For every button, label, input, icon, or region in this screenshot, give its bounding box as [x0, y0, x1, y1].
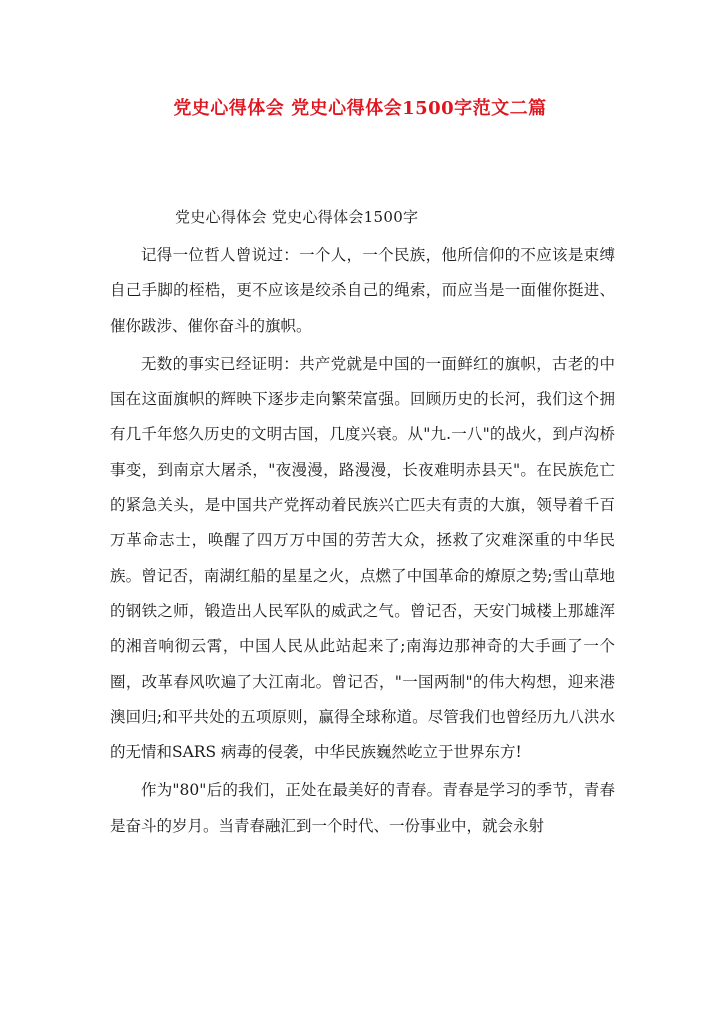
paragraph-2: 无数的事实已经证明：共产党就是中国的一面鲜红的旗帜，古老的中国在这面旗帜的辉映下逐步走向繁荣富强。回顾历史的长河，我们这个拥有几千年悠久历史的文明古国，几度兴衰。从"九.一八"的战火，到卢沟桥事变，到南京大屠杀，"夜漫漫，路漫漫，长夜难明赤县天"。在民族危亡的紧急关头，是中国共产党挥动着民族兴亡匹夫有责的大旗，领导着千百万革命志士，唤醒了四万万中国的劳苦大众，拯救了灾难深重的中华民族。曾记否，南湖红船的星星之火，点燃了中国革命的燎原之势;雪山草地的钢铁之师，锻造出人民军队的威武之气。曾记否，天安门城楼上那雄浑的湘音响彻云霄，中国人民从此站起来了;南海边那神奇的大手画了一个圈，改革春风吹遍了大江南北。曾记否，"一国两制"的伟大构想，迎来港澳回归;和平共处的五项原则，赢得全球称道。尽管我们也曾经历九八洪水的无情和SARS 病毒的侵袭，中华民族巍然屹立于世界东方! — [110, 354, 615, 762]
document-body — [110, 238, 615, 847]
document-title: 党史心得体会 党史心得体会1500字范文二篇 — [173, 98, 547, 119]
document-subtitle: 党史心得体会 党史心得体会1500字 — [175, 208, 419, 226]
paragraph-3: 作为"80"后的我们，正处在最美好的青春。青春是学习的季节，青春是奋斗的岁月。当青春融汇到一个时代、一份事业中，就会永射 — [110, 781, 615, 835]
paragraph-1: 记得一位哲人曾说过：一个人，一个民族，他所信仰的不应该是束缚自己手脚的桎梏，更不应该是绞杀自己的绳索，而应当是一面催你挺进、催你跋涉、催你奋斗的旗帜。 — [110, 246, 615, 335]
